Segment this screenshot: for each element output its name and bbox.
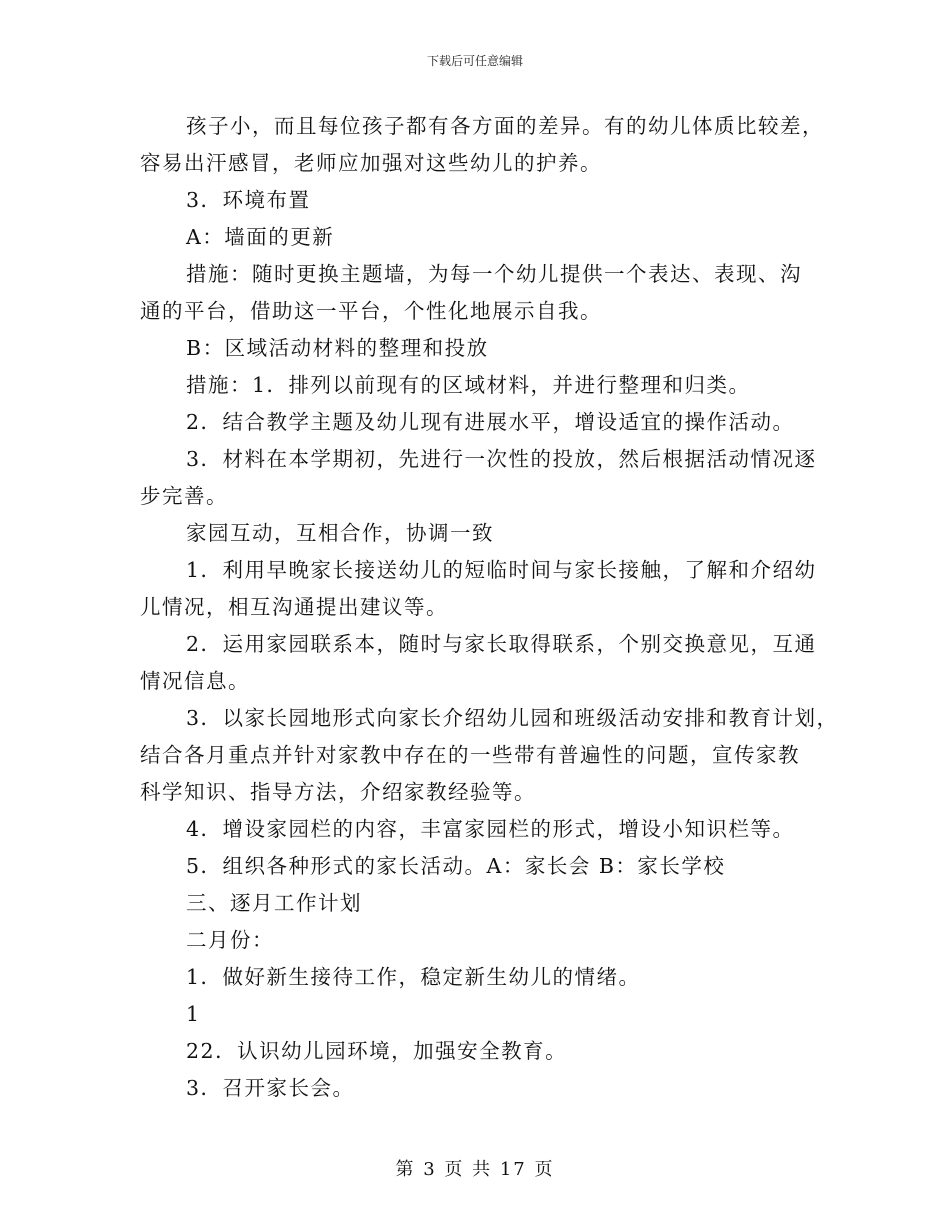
text-line: 3．以家长园地形式向家长介绍幼儿园和班级活动安排和教育计划， — [186, 706, 839, 730]
text-line: 儿情况，相互沟通提出建议等。 — [140, 595, 448, 619]
text-line: 步完善。 — [140, 484, 228, 508]
text-line: 家园互动，互相合作，协调一致 — [186, 521, 494, 545]
text-line: 3．环境布置 — [186, 188, 311, 212]
text-line: 措施：1．排列以前现有的区域材料，并进行整理和归类。 — [186, 373, 751, 397]
text-line: 1 — [186, 1002, 201, 1026]
text-line: 通的平台，借助这一平台，个性化地展示自我。 — [140, 299, 602, 323]
page-header: 下载后可任意编辑 — [426, 54, 523, 68]
text-line: 容易出汗感冒，老师应加强对这些幼儿的护养。 — [140, 151, 602, 175]
text-line: 孩子小，而且每位孩子都有各方面的差异。有的幼儿体质比较差， — [186, 114, 824, 138]
text-line: 1．利用早晚家长接送幼儿的短临时间与家长接触，了解和介绍幼 — [186, 558, 817, 582]
text-line: 三、逐月工作计划 — [186, 891, 362, 915]
document-body — [140, 108, 839, 1107]
text-line: B：区域活动材料的整理和投放 — [186, 336, 489, 360]
text-line: 1．做好新生接待工作，稳定新生幼儿的情绪。 — [186, 965, 641, 989]
text-line: 2．结合教学主题及幼儿现有进展水平，增设适宜的操作活动。 — [186, 410, 795, 434]
text-line: A：墙面的更新 — [186, 225, 335, 249]
text-line: 二月份： — [186, 928, 274, 952]
text-line: 4．增设家园栏的内容，丰富家园栏的形式，增设小知识栏等。 — [186, 817, 795, 841]
text-line: 情况信息。 — [140, 669, 250, 693]
text-line: 措施：随时更换主题墙，为每一个幼儿提供一个表达、表现、沟 — [186, 262, 802, 286]
text-line: 2．运用家园联系本，随时与家长取得联系，个别交换意见，互通 — [186, 632, 817, 656]
text-line: 22．认识幼儿园环境，加强安全教育。 — [186, 1039, 568, 1063]
text-line: 3．材料在本学期初，先进行一次性的投放，然后根据活动情况逐 — [186, 447, 817, 471]
page-footer: 第 3 页 共 17 页 — [395, 1159, 555, 1180]
text-line: 3．召开家长会。 — [186, 1076, 355, 1100]
text-line: 科学知识、指导方法，介绍家教经验等。 — [140, 780, 536, 804]
text-line: 5．组织各种形式的家长活动。A：家长会 B：家长学校 — [186, 854, 726, 878]
text-line: 结合各月重点并针对家教中存在的一些带有普遍性的问题，宣传家教 — [140, 743, 800, 767]
